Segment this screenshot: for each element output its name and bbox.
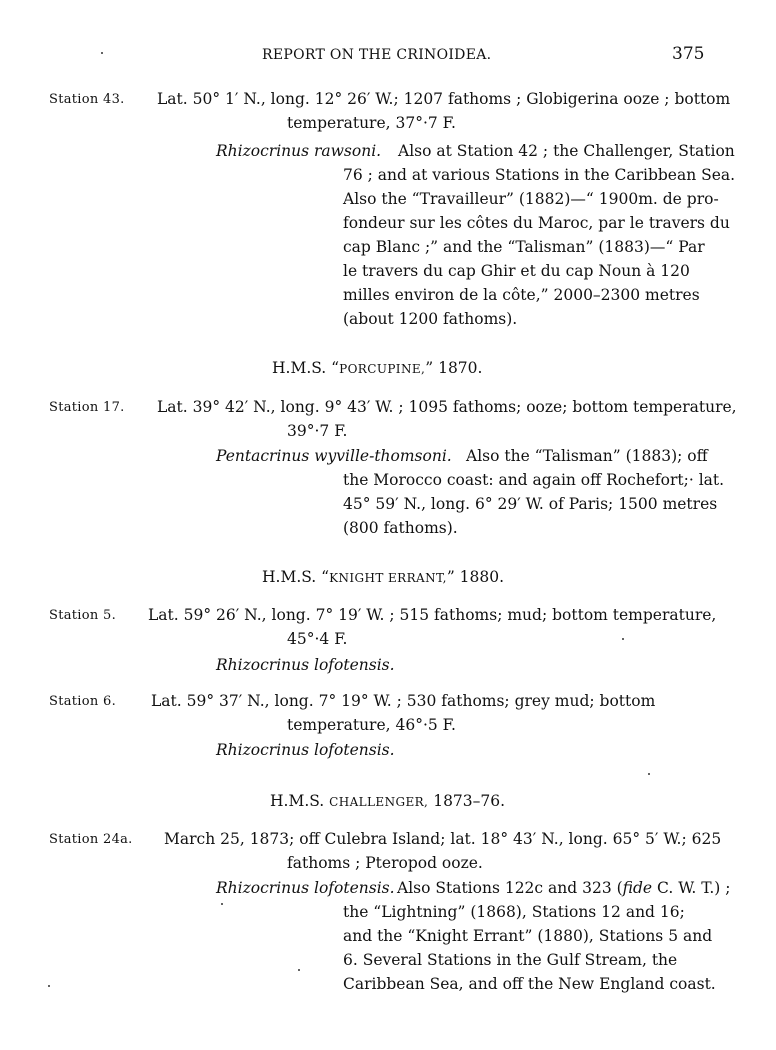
station-17-label: Station 17. [49, 400, 125, 415]
station-43-label: Station 43. [49, 92, 125, 107]
heading-suffix: ” 1880. [446, 568, 505, 586]
station-6-data-line2: temperature, 46°·5 F. [287, 716, 456, 734]
station-24a-species: Rhizocrinus lofotensis. [216, 879, 395, 897]
running-header-title: REPORT ON THE CRINOIDEA. [262, 47, 492, 63]
station-17-species: Pentacrinus wyville-thomsoni. [216, 447, 452, 465]
station-43-note-line: Also at Station 42 ; the Challenger, Station [398, 142, 735, 160]
station-43-note-line: (about 1200 fathoms). [343, 310, 518, 328]
print-speck [622, 638, 624, 640]
station-43-note-line: cap Blanc ;” and the “Talisman” (1883)—“ Par [343, 238, 705, 256]
station-6-species: Rhizocrinus lofotensis. [216, 741, 395, 759]
station-24a-data-line1: March 25, 1873; off Culebra Island; lat. 18° 43′ N., long. 65° 5′ W.; 625 [164, 830, 722, 848]
heading-prefix: H.M.S. [270, 792, 330, 810]
station-5-data-line2: 45°·4 F. [287, 630, 348, 648]
challenger-heading [270, 791, 505, 812]
station-24a-note-line: Caribbean Sea, and off the New England coast. [343, 975, 716, 993]
station-43-note-line: fondeur sur les côtes du Maroc, par le travers du [343, 214, 730, 232]
station-43-species: Rhizocrinus rawsoni. [216, 142, 382, 160]
station-43-note-line: Also the “Travailleur” (1882)—“ 1900m. de pro- [343, 190, 719, 208]
fide-abbrev: fide [622, 879, 653, 897]
station-43-data-line2: temperature, 37°·7 F. [287, 114, 456, 132]
ship-name: PORCUPINE, [339, 362, 426, 376]
station-17-data-line2: 39°·7 F. [287, 422, 348, 440]
print-speck [48, 985, 50, 987]
page-number: 375 [672, 44, 705, 64]
heading-prefix: H.M.S. “ [272, 359, 340, 377]
station-6-label: Station 6. [49, 694, 116, 709]
station-24a-data-line2: fathoms ; Pteropod ooze. [287, 854, 483, 872]
station-5-label: Station 5. [49, 608, 116, 623]
print-speck [101, 52, 103, 54]
station-24a-label: Station 24a. [49, 832, 133, 847]
note-text: Also Stations 122c and 323 ( [397, 879, 623, 897]
station-24a-note-line: the “Lightning” (1868), Stations 12 and 16; [343, 903, 685, 921]
porcupine-heading [272, 358, 482, 379]
station-17-note-line: the Morocco coast: and again off Rochefort;· lat. [343, 471, 725, 489]
station-17-note-line: (800 fathoms). [343, 519, 458, 537]
station-24a-note-line: and the “Knight Errant” (1880), Stations 5 and [343, 927, 713, 945]
station-17-note-line: 45° 59′ N., long. 6° 29′ W. of Paris; 1500 metres [343, 495, 718, 513]
note-text: C. W. T.) ; [652, 879, 731, 897]
station-6-data-line1: Lat. 59° 37′ N., long. 7° 19° W. ; 530 fathoms; grey mud; bottom [151, 692, 656, 710]
station-5-species: Rhizocrinus lofotensis. [216, 656, 395, 674]
print-speck [648, 773, 650, 775]
station-24a-note-line: 6. Several Stations in the Gulf Stream, the [343, 951, 678, 969]
ship-name: CHALLENGER, [329, 795, 429, 809]
heading-suffix: ” 1870. [425, 359, 483, 377]
station-5-data-line1: Lat. 59° 26′ N., long. 7° 19′ W. ; 515 fathoms; mud; bottom temperature, [148, 606, 717, 624]
heading-prefix: H.M.S. “ [262, 568, 330, 586]
station-43-note-line: le travers du cap Ghir et du cap Noun à 120 [343, 262, 690, 280]
knight-errant-heading [262, 567, 504, 588]
station-24a-note-line [397, 878, 730, 898]
station-17-data-line1: Lat. 39° 42′ N., long. 9° 43′ W. ; 1095 fathoms; ooze; bottom temperature, [157, 398, 737, 416]
print-speck [221, 903, 223, 905]
station-43-note-line: milles environ de la côte,” 2000–2300 metres [343, 286, 700, 304]
heading-suffix: 1873–76. [428, 792, 506, 810]
ship-name: KNIGHT ERRANT, [329, 571, 447, 585]
print-speck [298, 969, 300, 971]
station-43-note-line: 76 ; and at various Stations in the Caribbean Sea. [343, 166, 736, 184]
station-17-note-line: Also the “Talisman” (1883); off [466, 447, 708, 465]
station-43-data-line1: Lat. 50° 1′ N., long. 12° 26′ W.; 1207 fathoms ; Globigerina ooze ; bottom [157, 90, 731, 108]
